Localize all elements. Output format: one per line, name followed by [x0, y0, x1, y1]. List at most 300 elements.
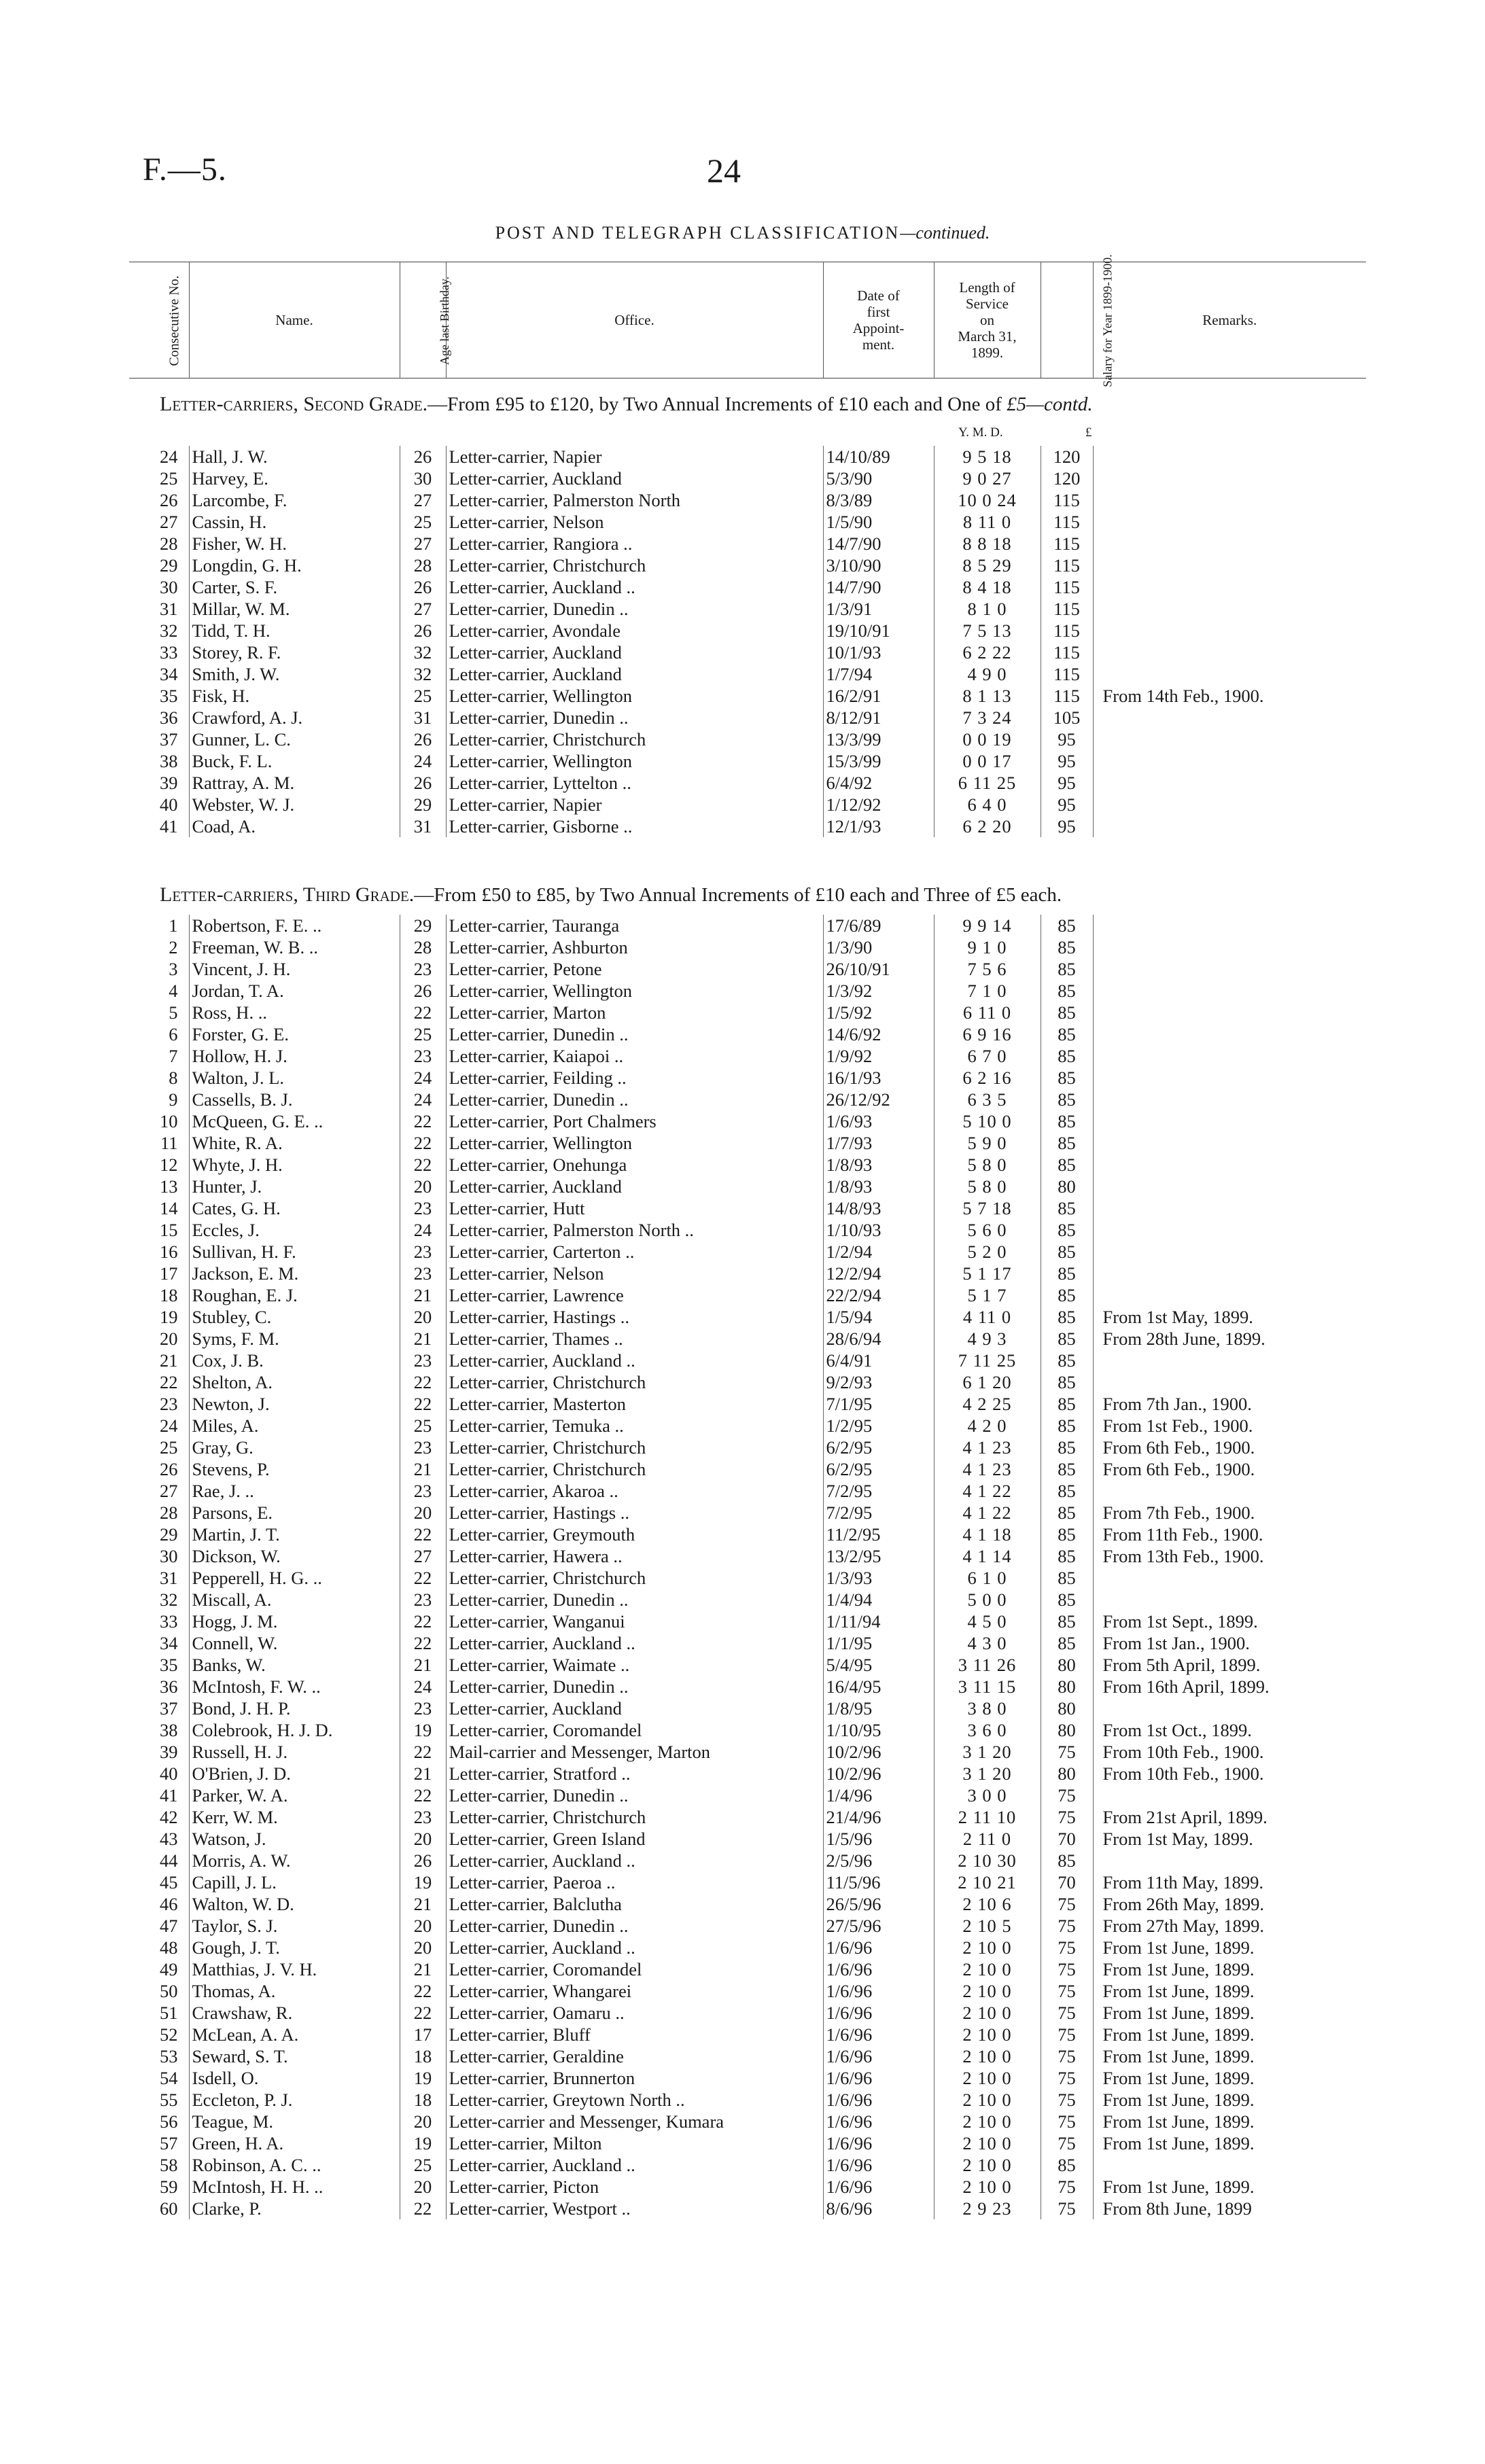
- cell-remarks: From 1st June, 1899.: [1093, 2132, 1366, 2154]
- cell-remarks: From 1st May, 1899.: [1093, 1828, 1366, 1850]
- cell-office: Letter-carrier, Coromandel: [446, 1719, 823, 1741]
- cell-appointment-date: 1/6/96: [823, 2132, 934, 2154]
- cell-office: Letter-carrier, Hastings ..: [446, 1502, 823, 1524]
- cell-length-of-service: 3 1 20: [934, 1763, 1041, 1784]
- cell-name: Cates, G. H.: [189, 1197, 400, 1219]
- cell-consecutive-no: 10: [160, 1111, 178, 1131]
- cell-appointment-date: 6/4/92: [823, 772, 934, 794]
- cell-age: 23: [400, 1241, 446, 1263]
- cell-office: Letter-carrier, Wellington: [446, 750, 823, 772]
- cell-length-of-service: 9 5 18: [934, 446, 1041, 468]
- cell-remarks: [1093, 620, 1366, 641]
- cell-length-of-service: 4 1 23: [934, 1458, 1041, 1480]
- cell-consecutive-no: 58: [160, 2155, 178, 2175]
- cell-name: Matthias, J. V. H.: [189, 1958, 400, 1980]
- cell-salary: 85: [1041, 1480, 1093, 1502]
- cell-age: 22: [400, 1524, 446, 1545]
- cell-length-of-service: 7 1 0: [934, 980, 1041, 1002]
- cell-appointment-date: 1/6/96: [823, 2154, 934, 2176]
- cell-name: McQueen, G. E. ..: [189, 1110, 400, 1132]
- cell-consecutive-no: 25: [160, 1437, 178, 1458]
- cell-salary: 75: [1041, 1980, 1093, 2002]
- cell-consecutive-no: 59: [160, 2177, 178, 2197]
- cell-remarks: From 7th Feb., 1900.: [1093, 1502, 1366, 1524]
- cell-age: 19: [400, 1719, 446, 1741]
- cell-length-of-service: 9 1 0: [934, 936, 1041, 958]
- cell-office: Letter-carrier, Lawrence: [446, 1284, 823, 1306]
- cell-office: Letter-carrier, Brunnerton: [446, 2067, 823, 2089]
- table-row: [129, 620, 1366, 641]
- cell-age: 28: [400, 936, 446, 958]
- cell-age: 20: [400, 1306, 446, 1328]
- cell-remarks: From 1st Oct., 1899.: [1093, 1719, 1366, 1741]
- cell-length-of-service: 5 0 0: [934, 1589, 1041, 1611]
- cell-remarks: [1093, 1219, 1366, 1241]
- cell-remarks: From 5th April, 1899.: [1093, 1654, 1366, 1676]
- cell-length-of-service: 3 11 26: [934, 1654, 1041, 1676]
- cell-name: Smith, J. W.: [189, 663, 400, 685]
- table-row: [129, 1763, 1366, 1784]
- cell-office: Letter-carrier, Auckland: [446, 641, 823, 663]
- cell-appointment-date: 6/2/95: [823, 1458, 934, 1480]
- cell-salary: 75: [1041, 2024, 1093, 2045]
- cell-salary: 85: [1041, 1393, 1093, 1415]
- cell-office: Letter-carrier, Nelson: [446, 1263, 823, 1284]
- cell-office: Letter-carrier, Dunedin ..: [446, 1089, 823, 1110]
- cell-consecutive-no: 21: [160, 1350, 178, 1371]
- table-row: [129, 1806, 1366, 1828]
- cell-salary: 85: [1041, 1263, 1093, 1284]
- cell-consecutive-no: 57: [160, 2133, 178, 2153]
- cell-office: Letter-carrier, Carterton ..: [446, 1241, 823, 1263]
- cell-appointment-date: 7/2/95: [823, 1502, 934, 1524]
- cell-age: 27: [400, 533, 446, 555]
- cell-appointment-date: 1/6/96: [823, 1937, 934, 1958]
- cell-remarks: From 10th Feb., 1900.: [1093, 1741, 1366, 1763]
- cell-consecutive-no: 52: [160, 2024, 178, 2045]
- cell-length-of-service: 2 10 30: [934, 1850, 1041, 1871]
- cell-remarks: [1093, 1784, 1366, 1806]
- cell-length-of-service: 4 1 22: [934, 1480, 1041, 1502]
- table-row: [129, 1871, 1366, 1893]
- cell-consecutive-no: 28: [160, 1502, 178, 1523]
- cell-length-of-service: 5 8 0: [934, 1176, 1041, 1197]
- cell-remarks: From 26th May, 1899.: [1093, 1893, 1366, 1915]
- cell-appointment-date: 1/3/93: [823, 1567, 934, 1589]
- cell-length-of-service: 4 5 0: [934, 1611, 1041, 1632]
- cell-salary: 80: [1041, 1697, 1093, 1719]
- cell-name: Hall, J. W.: [189, 446, 400, 468]
- cell-consecutive-no: 3: [169, 959, 178, 979]
- cell-remarks: [1093, 750, 1366, 772]
- cell-salary: 105: [1041, 707, 1093, 728]
- cell-age: 30: [400, 468, 446, 489]
- cell-name: Banks, W.: [189, 1654, 400, 1676]
- cell-appointment-date: 27/5/96: [823, 1915, 934, 1937]
- cell-age: 29: [400, 915, 446, 936]
- cell-consecutive-no: 13: [160, 1176, 178, 1197]
- cell-remarks: From 1st June, 1899.: [1093, 2111, 1366, 2132]
- cell-length-of-service: 8 1 0: [934, 598, 1041, 620]
- cell-remarks: From 1st Jan., 1900.: [1093, 1632, 1366, 1654]
- cell-length-of-service: 5 7 18: [934, 1197, 1041, 1219]
- cell-consecutive-no: 31: [160, 1568, 178, 1588]
- cell-name: Gray, G.: [189, 1437, 400, 1458]
- cell-appointment-date: 1/6/96: [823, 2067, 934, 2089]
- cell-office: Letter-carrier, Wellington: [446, 685, 823, 707]
- cell-remarks: From 7th Jan., 1900.: [1093, 1393, 1366, 1415]
- table-row: [129, 2067, 1366, 2089]
- cell-appointment-date: 1/6/96: [823, 1980, 934, 2002]
- cell-salary: 85: [1041, 958, 1093, 980]
- cell-name: Tidd, T. H.: [189, 620, 400, 641]
- cell-appointment-date: 5/4/95: [823, 1654, 934, 1676]
- table-row: [129, 2198, 1366, 2219]
- cell-name: Colebrook, H. J. D.: [189, 1719, 400, 1741]
- cell-remarks: [1093, 1045, 1366, 1067]
- cell-age: 22: [400, 1567, 446, 1589]
- cell-remarks: [1093, 446, 1366, 468]
- cell-length-of-service: 0 0 17: [934, 750, 1041, 772]
- cell-consecutive-no: 40: [160, 794, 178, 815]
- table-row: [129, 446, 1366, 468]
- cell-office: Letter-carrier, Paeroa ..: [446, 1871, 823, 1893]
- cell-salary: 85: [1041, 936, 1093, 958]
- cell-office: Letter-carrier, Greymouth: [446, 1524, 823, 1545]
- table-row: [129, 533, 1366, 555]
- cell-age: 31: [400, 815, 446, 837]
- cell-office: Letter-carrier, Auckland ..: [446, 2154, 823, 2176]
- cell-salary: 70: [1041, 1828, 1093, 1850]
- cell-age: 22: [400, 1632, 446, 1654]
- cell-age: 26: [400, 772, 446, 794]
- cell-age: 27: [400, 489, 446, 511]
- cell-salary: 115: [1041, 511, 1093, 533]
- table-row: [129, 794, 1366, 815]
- cell-office: Letter-carrier, Christchurch: [446, 1458, 823, 1480]
- cell-name: Forster, G. E.: [189, 1023, 400, 1045]
- cell-office: Letter-carrier, Dunedin ..: [446, 1023, 823, 1045]
- cell-name: Freeman, W. B. ..: [189, 936, 400, 958]
- cell-remarks: [1093, 728, 1366, 750]
- table-row: [129, 2024, 1366, 2045]
- cell-office: Letter-carrier, Auckland ..: [446, 1850, 823, 1871]
- cell-age: 17: [400, 2024, 446, 2045]
- cell-appointment-date: 1/8/95: [823, 1697, 934, 1719]
- table-row: [129, 576, 1366, 598]
- cell-age: 22: [400, 1980, 446, 2002]
- cell-consecutive-no: 8: [169, 1068, 178, 1088]
- cell-age: 19: [400, 2067, 446, 2089]
- cell-salary: 115: [1041, 663, 1093, 685]
- cell-consecutive-no: 53: [160, 2046, 178, 2066]
- table-row: [129, 2132, 1366, 2154]
- cell-appointment-date: 1/2/94: [823, 1241, 934, 1263]
- cell-appointment-date: 1/2/95: [823, 1415, 934, 1437]
- table-row: [129, 511, 1366, 533]
- cell-name: Vincent, J. H.: [189, 958, 400, 980]
- cell-name: O'Brien, J. D.: [189, 1763, 400, 1784]
- cell-name: Isdell, O.: [189, 2067, 400, 2089]
- cell-age: 19: [400, 2132, 446, 2154]
- cell-salary: 115: [1041, 598, 1093, 620]
- cell-length-of-service: 9 0 27: [934, 468, 1041, 489]
- cell-name: Webster, W. J.: [189, 794, 400, 815]
- cell-salary: 75: [1041, 1915, 1093, 1937]
- cell-consecutive-no: 39: [160, 1742, 178, 1762]
- cell-name: McIntosh, F. W. ..: [189, 1676, 400, 1697]
- cell-name: Morris, A. W.: [189, 1850, 400, 1871]
- title-continued: —continued.: [900, 223, 990, 243]
- cell-age: 20: [400, 1915, 446, 1937]
- cell-office: Letter-carrier, Auckland: [446, 1697, 823, 1719]
- cell-appointment-date: 6/2/95: [823, 1437, 934, 1458]
- cell-remarks: [1093, 1132, 1366, 1154]
- cell-name: Coad, A.: [189, 815, 400, 837]
- table-row: [129, 772, 1366, 794]
- cell-office: Letter-carrier, Christchurch: [446, 728, 823, 750]
- cell-office: Letter-carrier, Auckland ..: [446, 1937, 823, 1958]
- cell-name: Eccles, J.: [189, 1219, 400, 1241]
- cell-salary: 120: [1041, 446, 1093, 468]
- cell-age: 26: [400, 980, 446, 1002]
- cell-consecutive-no: 1: [169, 915, 178, 936]
- cell-office: Letter-carrier, Napier: [446, 794, 823, 815]
- cell-consecutive-no: 29: [160, 555, 178, 576]
- cell-office: Letter-carrier, Dunedin ..: [446, 707, 823, 728]
- cell-salary: 85: [1041, 1350, 1093, 1371]
- cell-consecutive-no: 50: [160, 1981, 178, 2001]
- cell-appointment-date: 16/2/91: [823, 685, 934, 707]
- table-row: [129, 1023, 1366, 1045]
- header-age: Age last Birthday.: [400, 262, 446, 379]
- cell-age: 29: [400, 794, 446, 815]
- cell-appointment-date: 1/7/94: [823, 663, 934, 685]
- cell-age: 21: [400, 1284, 446, 1306]
- cell-office: Letter-carrier, Petone: [446, 958, 823, 980]
- cell-appointment-date: 17/6/89: [823, 915, 934, 936]
- cell-salary: 75: [1041, 2045, 1093, 2067]
- cell-office: Letter-carrier, Coromandel: [446, 1958, 823, 1980]
- cell-office: Letter-carrier, Bluff: [446, 2024, 823, 2045]
- table-row: [129, 1654, 1366, 1676]
- cell-appointment-date: 16/4/95: [823, 1676, 934, 1697]
- cell-salary: 85: [1041, 1545, 1093, 1567]
- cell-length-of-service: 3 8 0: [934, 1697, 1041, 1719]
- cell-salary: 75: [1041, 1741, 1093, 1763]
- cell-age: 26: [400, 728, 446, 750]
- cell-age: 21: [400, 1763, 446, 1784]
- cell-name: Russell, H. J.: [189, 1741, 400, 1763]
- cell-age: 22: [400, 1371, 446, 1393]
- cell-consecutive-no: 35: [160, 1655, 178, 1675]
- cell-remarks: From 1st June, 1899.: [1093, 1958, 1366, 1980]
- cell-salary: 75: [1041, 2067, 1093, 2089]
- cell-name: Hogg, J. M.: [189, 1611, 400, 1632]
- cell-office: Letter-carrier, Onehunga: [446, 1154, 823, 1176]
- cell-consecutive-no: 41: [160, 1785, 178, 1806]
- cell-appointment-date: 1/6/96: [823, 1958, 934, 1980]
- cell-consecutive-no: 23: [160, 1394, 178, 1414]
- cell-remarks: [1093, 1567, 1366, 1589]
- cell-office: Letter-carrier, Christchurch: [446, 1437, 823, 1458]
- cell-name: McIntosh, H. H. ..: [189, 2176, 400, 2198]
- cell-salary: 75: [1041, 1784, 1093, 1806]
- cell-appointment-date: 1/6/96: [823, 2176, 934, 2198]
- table-row: [129, 1371, 1366, 1393]
- table-row: [129, 1589, 1366, 1611]
- table-row: [129, 1937, 1366, 1958]
- cell-length-of-service: 2 10 0: [934, 2067, 1041, 2089]
- cell-appointment-date: 8/6/96: [823, 2198, 934, 2219]
- table-row: [129, 1284, 1366, 1306]
- cell-appointment-date: 1/6/96: [823, 2024, 934, 2045]
- table-row: [129, 1067, 1366, 1089]
- cell-remarks: [1093, 1350, 1366, 1371]
- cell-office: Letter-carrier, Auckland ..: [446, 1632, 823, 1654]
- cell-remarks: From 27th May, 1899.: [1093, 1915, 1366, 1937]
- table-row: [129, 1045, 1366, 1067]
- cell-name: Jackson, E. M.: [189, 1263, 400, 1284]
- cell-name: Robertson, F. E. ..: [189, 915, 400, 936]
- cell-length-of-service: 2 10 0: [934, 1958, 1041, 1980]
- cell-remarks: From 1st June, 1899.: [1093, 1980, 1366, 2002]
- column-header-row: [129, 254, 1366, 387]
- cell-salary: 115: [1041, 533, 1093, 555]
- cell-salary: 75: [1041, 2089, 1093, 2111]
- table-row: [129, 1437, 1366, 1458]
- cell-remarks: From 1st June, 1899.: [1093, 2089, 1366, 2111]
- cell-name: Seward, S. T.: [189, 2045, 400, 2067]
- cell-name: Shelton, A.: [189, 1371, 400, 1393]
- cell-consecutive-no: 45: [160, 1872, 178, 1893]
- cell-salary: 115: [1041, 489, 1093, 511]
- header-name: Name.: [189, 262, 400, 379]
- cell-name: Watson, J.: [189, 1828, 400, 1850]
- cell-consecutive-no: 20: [160, 1328, 178, 1349]
- table-row: [129, 915, 1366, 936]
- table-row: [129, 1328, 1366, 1350]
- cell-length-of-service: 8 11 0: [934, 511, 1041, 533]
- cell-office: Letter-carrier, Dunedin ..: [446, 1915, 823, 1937]
- cell-age: 28: [400, 555, 446, 576]
- cell-age: 20: [400, 2176, 446, 2198]
- cell-consecutive-no: 46: [160, 1894, 178, 1914]
- cell-office: Letter-carrier, Dunedin ..: [446, 1784, 823, 1806]
- cell-appointment-date: 5/3/90: [823, 468, 934, 489]
- cell-remarks: From 11th May, 1899.: [1093, 1871, 1366, 1893]
- cell-appointment-date: 11/2/95: [823, 1524, 934, 1545]
- cell-name: Storey, R. F.: [189, 641, 400, 663]
- cell-salary: 120: [1041, 468, 1093, 489]
- table-row: [129, 1393, 1366, 1415]
- cell-appointment-date: 8/12/91: [823, 707, 934, 728]
- cell-length-of-service: 6 1 0: [934, 1567, 1041, 1589]
- cell-appointment-date: 1/4/96: [823, 1784, 934, 1806]
- cell-remarks: [1093, 533, 1366, 555]
- cell-office: Letter-carrier, Westport ..: [446, 2198, 823, 2219]
- cell-remarks: [1093, 958, 1366, 980]
- table-row: [129, 555, 1366, 576]
- cell-salary: 85: [1041, 1002, 1093, 1023]
- header-remarks: Remarks.: [1093, 262, 1366, 379]
- table-row: [129, 936, 1366, 958]
- cell-appointment-date: 13/3/99: [823, 728, 934, 750]
- cell-consecutive-no: 32: [160, 620, 178, 641]
- cell-remarks: [1093, 576, 1366, 598]
- cell-salary: 85: [1041, 1502, 1093, 1524]
- cell-length-of-service: 9 9 14: [934, 915, 1041, 936]
- cell-length-of-service: 7 5 6: [934, 958, 1041, 980]
- cell-appointment-date: 14/7/90: [823, 533, 934, 555]
- cell-length-of-service: 8 4 18: [934, 576, 1041, 598]
- cell-consecutive-no: 56: [160, 2111, 178, 2132]
- cell-consecutive-no: 29: [160, 1524, 178, 1545]
- cell-salary: 80: [1041, 1763, 1093, 1784]
- cell-age: 21: [400, 1654, 446, 1676]
- cell-name: Syms, F. M.: [189, 1328, 400, 1350]
- cell-appointment-date: 1/8/93: [823, 1154, 934, 1176]
- cell-appointment-date: 1/5/96: [823, 1828, 934, 1850]
- cell-name: Hunter, J.: [189, 1176, 400, 1197]
- cell-name: Stevens, P.: [189, 1458, 400, 1480]
- cell-name: Rattray, A. M.: [189, 772, 400, 794]
- cell-name: Larcombe, F.: [189, 489, 400, 511]
- section-heading-third-grade: Letter-carriers, Third Grade.—From £50 to £85, by Two Annual Increments of £10 each and Three of £5 each.: [160, 883, 1062, 906]
- cell-appointment-date: 1/6/96: [823, 2111, 934, 2132]
- cell-consecutive-no: 48: [160, 1937, 178, 1958]
- cell-salary: 85: [1041, 1632, 1093, 1654]
- cell-length-of-service: 5 2 0: [934, 1241, 1041, 1263]
- cell-office: Letter-carrier, Temuka ..: [446, 1415, 823, 1437]
- cell-name: McLean, A. A.: [189, 2024, 400, 2045]
- cell-salary: 75: [1041, 1893, 1093, 1915]
- cell-age: 26: [400, 576, 446, 598]
- cell-consecutive-no: 38: [160, 751, 178, 771]
- cell-office: Letter-carrier, Nelson: [446, 511, 823, 533]
- cell-remarks: [1093, 1197, 1366, 1219]
- cell-office: Letter-carrier, Masterton: [446, 1393, 823, 1415]
- cell-salary: 85: [1041, 1306, 1093, 1328]
- cell-salary: 85: [1041, 1023, 1093, 1045]
- cell-office: Letter-carrier, Kaiapoi ..: [446, 1045, 823, 1067]
- cell-remarks: [1093, 1023, 1366, 1045]
- cell-office: Letter-carrier, Port Chalmers: [446, 1110, 823, 1132]
- cell-length-of-service: 4 1 22: [934, 1502, 1041, 1524]
- cell-age: 21: [400, 1328, 446, 1350]
- cell-remarks: From 11th Feb., 1900.: [1093, 1524, 1366, 1545]
- table-row: [129, 1524, 1366, 1545]
- cell-office: Letter-carrier, Avondale: [446, 620, 823, 641]
- cell-consecutive-no: 42: [160, 1807, 178, 1827]
- cell-consecutive-no: 60: [160, 2198, 178, 2219]
- cell-consecutive-no: 17: [160, 1263, 178, 1284]
- cell-salary: 85: [1041, 1067, 1093, 1089]
- cell-office: Letter-carrier, Napier: [446, 446, 823, 468]
- cell-consecutive-no: 24: [160, 1415, 178, 1436]
- cell-length-of-service: 2 10 0: [934, 2154, 1041, 2176]
- cell-consecutive-no: 54: [160, 2068, 178, 2088]
- cell-length-of-service: 6 9 16: [934, 1023, 1041, 1045]
- cell-length-of-service: 4 1 14: [934, 1545, 1041, 1567]
- cell-remarks: [1093, 936, 1366, 958]
- cell-appointment-date: 1/11/94: [823, 1611, 934, 1632]
- cell-salary: 85: [1041, 1850, 1093, 1871]
- cell-name: Fisk, H.: [189, 685, 400, 707]
- cell-office: Letter-carrier, Feilding ..: [446, 1067, 823, 1089]
- cell-remarks: [1093, 489, 1366, 511]
- cell-length-of-service: 2 11 0: [934, 1828, 1041, 1850]
